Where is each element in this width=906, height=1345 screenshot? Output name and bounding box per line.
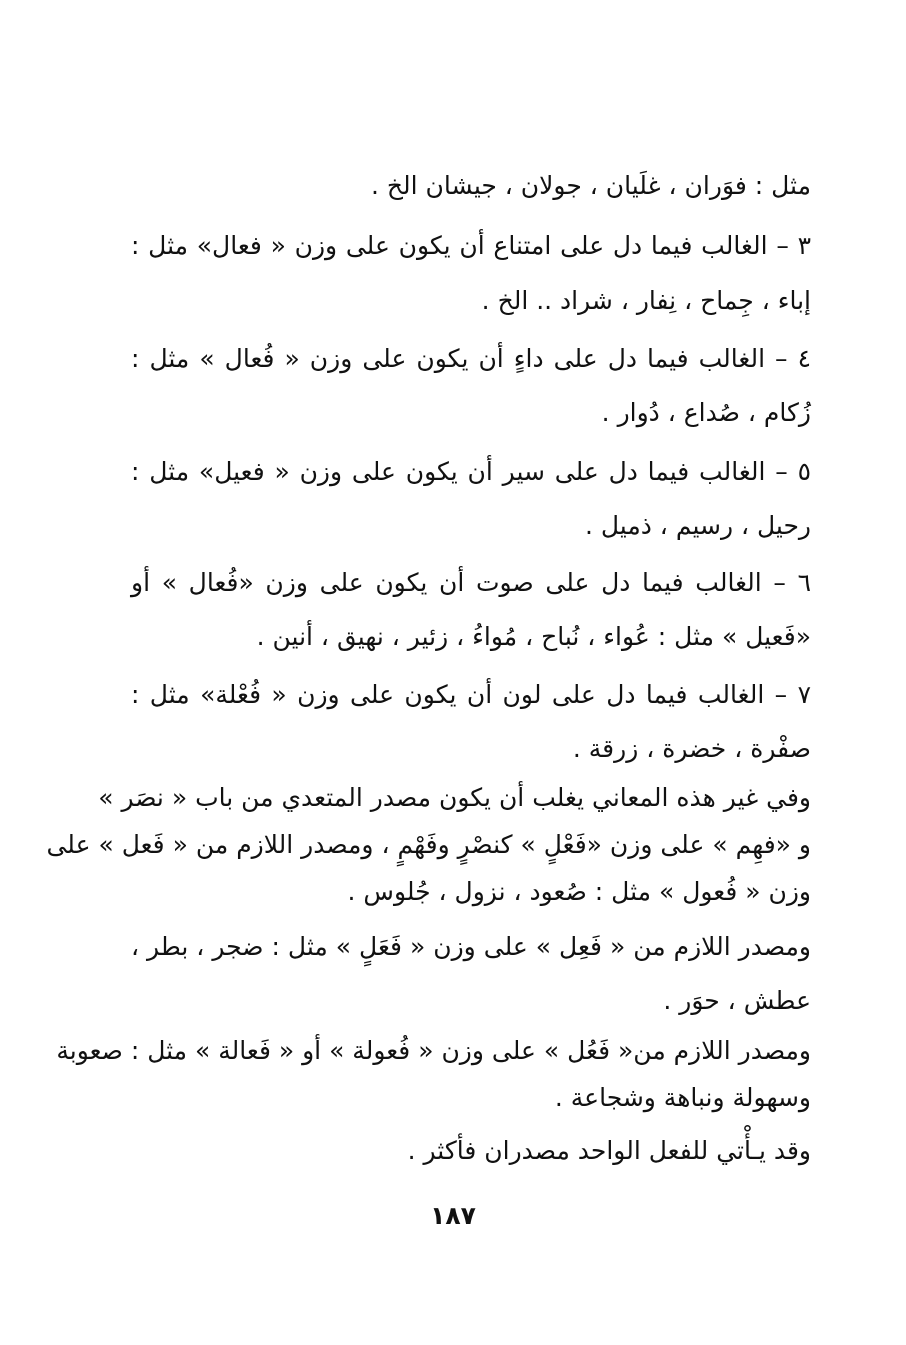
text-line: صفْرة ، خضرة ، زرقة . xyxy=(572,734,811,763)
text-line: ٧ – الغالب فيما دل على لون أن يكون على وزن « فُعْلة» مثل : xyxy=(131,680,811,709)
text-line: إباء ، جِماح ، نِفار ، شراد .. الخ . xyxy=(481,286,811,315)
text-line: زُكام ، صُداع ، دُوار . xyxy=(601,398,811,427)
text-line: ٣ – الغالب فيما دل على امتناع أن يكون على وزن « فعال» مثل : xyxy=(131,231,811,260)
text-line: ومصدر اللازم من « فَعِل » على وزن « فَعَلٍ » مثل : ضجر ، بطر ، xyxy=(131,932,811,961)
text-line: ومصدر اللازم من« فَعُل » على وزن « فُعولة » أو « فَعالة » مثل : صعوبة xyxy=(56,1036,811,1065)
text-line: رحيل ، رسيم ، ذميل . xyxy=(584,511,811,540)
text-line: مثل : فوَران ، غلَيان ، جولان ، جيشان الخ . xyxy=(371,171,811,200)
text-line: ٥ – الغالب فيما دل على سير أن يكون على وزن « فعيل» مثل : xyxy=(131,457,811,486)
text-line: «فَعيل » مثل : عُواء ، نُباح ، مُواءُ ، زئير ، نهيق ، أنين . xyxy=(256,622,811,651)
page-number: ١٨٧ xyxy=(430,1201,476,1230)
text-line: وسهولة ونباهة وشجاعة . xyxy=(554,1083,811,1112)
text-line: ٤ – الغالب فيما دل على داءٍ أن يكون على وزن « فُعال » مثل : xyxy=(131,344,811,373)
text-line: وقد يـأْتي للفعل الواحد مصدران فأكثر . xyxy=(407,1136,811,1165)
text-line: و «فهِم » على وزن «فَعْلٍ » كنصْرٍ وفَهْمٍ ، ومصدر اللازم من « فَعل » على xyxy=(46,830,811,859)
text-line: عطش ، حوَر . xyxy=(663,986,811,1015)
text-line: ٦ – الغالب فيما دل على صوت أن يكون على وزن «فُعال » أو xyxy=(131,568,811,597)
text-line: وفي غير هذه المعاني يغلب أن يكون مصدر المتعدي من باب « نصَر » xyxy=(98,783,811,812)
text-line: وزن « فُعول » مثل : صُعود ، نزول ، جُلوس . xyxy=(347,877,811,906)
